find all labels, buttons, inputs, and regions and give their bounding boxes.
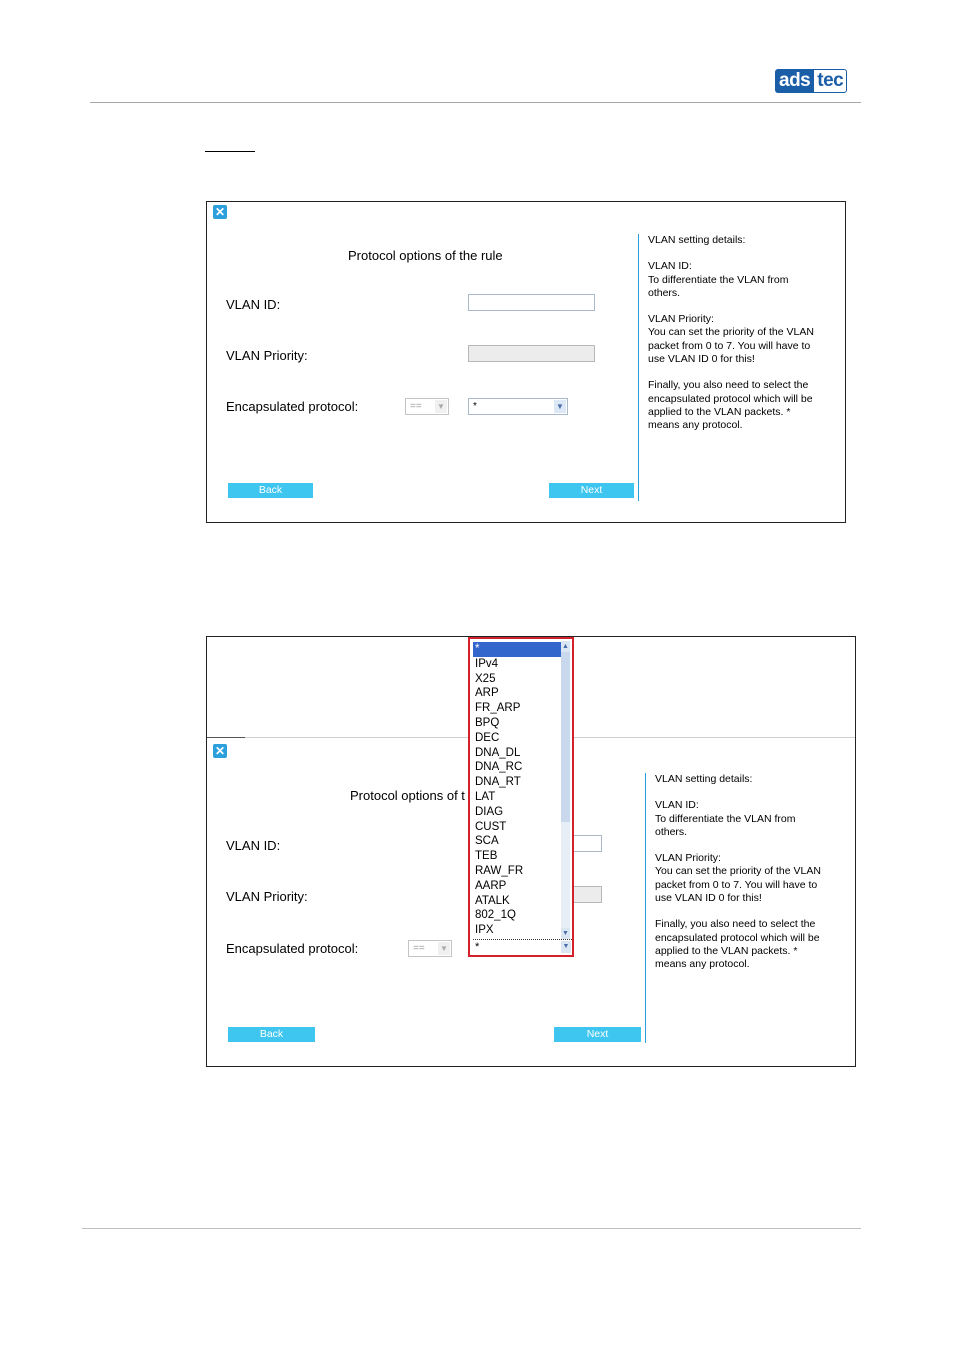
- help-priority-title: VLAN Priority:: [655, 852, 721, 865]
- dropdown-option[interactable]: IPv4: [475, 657, 499, 670]
- chevron-down-icon: ▼: [435, 400, 447, 413]
- dropdown-option[interactable]: 802_1Q: [475, 909, 516, 922]
- help-priority-text: packet from 0 to 7. You will have to: [648, 339, 811, 352]
- dropdown-option[interactable]: IPX: [475, 924, 494, 937]
- back-button[interactable]: Back: [228, 1027, 315, 1042]
- help-priority-text: You can set the priority of the VLAN: [655, 865, 821, 878]
- help-final-text: encapsulated protocol which will be: [655, 931, 820, 944]
- dropdown-option[interactable]: FR_ARP: [475, 702, 521, 715]
- help-priority-text: You can set the priority of the VLAN: [648, 326, 814, 339]
- vlan-priority-label: VLAN Priority:: [226, 348, 308, 363]
- help-final-text: means any protocol.: [648, 419, 743, 432]
- dropdown-option[interactable]: DNA_RT: [475, 776, 521, 789]
- help-vlan-id-text: To differentiate the VLAN from: [648, 273, 789, 286]
- scroll-down-icon[interactable]: ▼: [562, 930, 569, 937]
- dropdown-option[interactable]: BPQ: [475, 717, 500, 729]
- help-final-text: applied to the VLAN packets. *: [648, 405, 791, 418]
- help-final-text: means any protocol.: [655, 958, 750, 971]
- help-vlan-id-title: VLAN ID:: [648, 260, 692, 273]
- dropdown-option[interactable]: SCA: [475, 835, 499, 848]
- help-final-text: encapsulated protocol which will be: [648, 392, 813, 405]
- dropdown-scrollbar[interactable]: [561, 641, 570, 939]
- note-underline: [205, 137, 255, 152]
- logo-right-text: tec: [813, 69, 847, 93]
- protocol-dropdown-open[interactable]: [468, 637, 574, 957]
- encapsulated-protocol-label: Encapsulated protocol:: [226, 941, 359, 956]
- close-icon[interactable]: ✕: [214, 205, 226, 219]
- help-divider: [638, 234, 639, 501]
- dropdown-option[interactable]: DEC: [475, 731, 500, 744]
- help-vlan-id-text: others.: [655, 825, 688, 838]
- help-priority-text: use VLAN ID 0 for this!: [655, 892, 762, 905]
- dropdown-option[interactable]: X25: [475, 672, 496, 685]
- dropdown-option[interactable]: TEB: [475, 850, 498, 863]
- help-final-text: applied to the VLAN packets. *: [655, 944, 798, 957]
- operator-value: ==: [413, 943, 425, 954]
- protocol-value: *: [473, 401, 477, 412]
- vlan-priority-input[interactable]: [573, 886, 602, 903]
- dropdown-option[interactable]: DNA_RC: [475, 761, 523, 774]
- dropdown-option[interactable]: AARP: [475, 879, 507, 892]
- help-priority-title: VLAN Priority:: [648, 313, 714, 326]
- help-vlan-id-text: To differentiate the VLAN from: [655, 812, 796, 825]
- vlan-id-input[interactable]: [573, 835, 602, 852]
- encapsulated-protocol-label: Encapsulated protocol:: [226, 399, 359, 414]
- help-vlan-id-title: VLAN ID:: [655, 799, 699, 812]
- dropdown-option[interactable]: DNA_DL: [475, 746, 521, 759]
- dropdown-option[interactable]: LAT: [475, 791, 496, 803]
- help-final-text: Finally, you also need to select the: [648, 379, 809, 392]
- vlan-id-input[interactable]: [468, 294, 595, 311]
- dialog-title: Protocol options of the rule: [348, 248, 503, 263]
- protocol-select[interactable]: [468, 398, 568, 415]
- help-priority-text: use VLAN ID 0 for this!: [648, 353, 755, 366]
- dropdown-option[interactable]: DIAG: [475, 805, 504, 818]
- help-priority-text: packet from 0 to 7. You will have to: [655, 878, 818, 891]
- dialog-screenshot-1: [206, 201, 846, 523]
- dropdown-option[interactable]: ARP: [475, 687, 499, 700]
- help-final-text: Finally, you also need to select the: [655, 918, 816, 931]
- operator-select[interactable]: [405, 398, 449, 415]
- scroll-up-icon[interactable]: ▲: [562, 643, 569, 650]
- dropdown-option[interactable]: ATALK: [475, 894, 510, 907]
- ads-tec-logo: [775, 69, 859, 93]
- chevron-down-icon: ▼: [561, 941, 571, 953]
- protocol-select-field[interactable]: [473, 939, 572, 954]
- back-button[interactable]: Back: [228, 483, 313, 498]
- dialog-title: Protocol options of t: [350, 788, 465, 803]
- chevron-down-icon: ▼: [438, 942, 450, 955]
- help-panel: [655, 773, 845, 972]
- page-edge: [207, 737, 245, 738]
- dropdown-option[interactable]: *: [473, 642, 561, 657]
- help-heading: VLAN setting details:: [648, 234, 746, 246]
- scrollbar-thumb[interactable]: [561, 652, 570, 822]
- operator-value: ==: [410, 401, 422, 412]
- dropdown-option[interactable]: RAW_FR: [475, 865, 524, 877]
- dropdown-option[interactable]: CUST: [475, 820, 507, 833]
- protocol-value: *: [475, 941, 480, 953]
- help-heading: VLAN setting details:: [655, 773, 753, 785]
- operator-select[interactable]: [408, 940, 452, 957]
- vlan-priority-label: VLAN Priority:: [226, 889, 308, 904]
- next-button[interactable]: Next: [549, 483, 634, 498]
- logo-left-text: ads: [775, 69, 813, 93]
- footer-rule: [82, 1228, 861, 1229]
- chevron-down-icon: ▼: [554, 400, 566, 413]
- vlan-id-label: VLAN ID:: [226, 838, 281, 853]
- close-icon[interactable]: ✕: [214, 744, 226, 758]
- header-rule: [90, 102, 861, 103]
- next-button[interactable]: Next: [554, 1027, 641, 1042]
- vlan-priority-input[interactable]: [468, 345, 595, 362]
- vlan-id-label: VLAN ID:: [226, 297, 281, 312]
- help-vlan-id-text: others.: [648, 286, 681, 299]
- help-panel: [648, 234, 838, 433]
- help-divider: [645, 773, 646, 1043]
